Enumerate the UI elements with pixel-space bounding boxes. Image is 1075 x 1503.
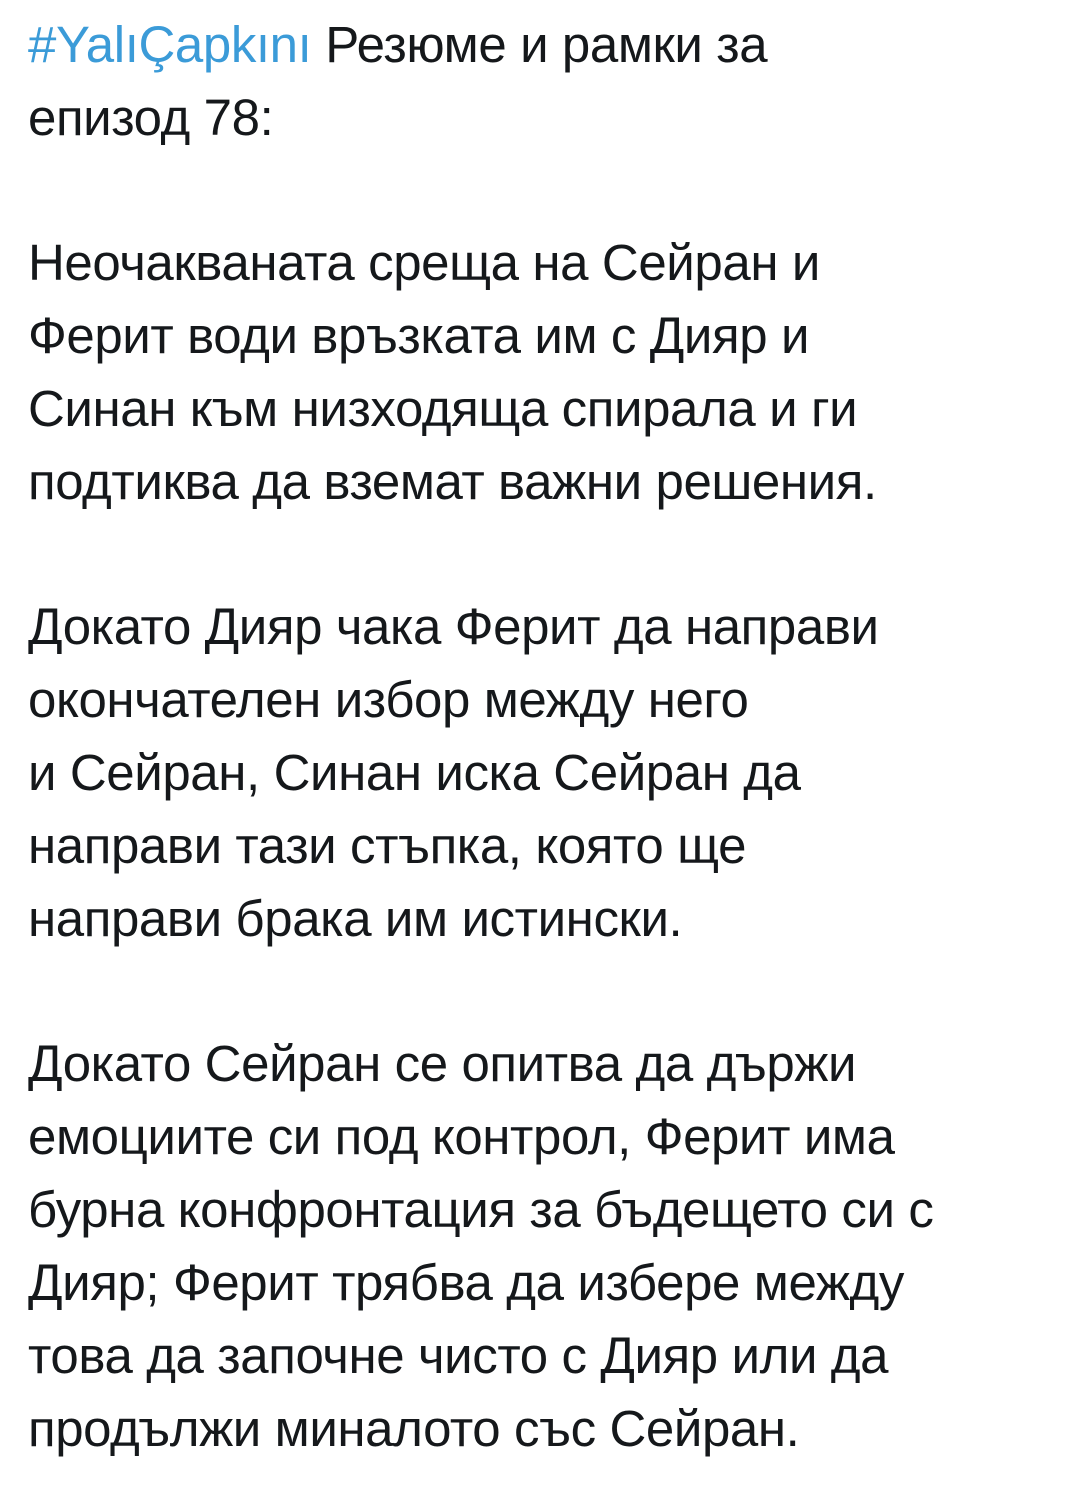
paragraph-line: и Сейран, Синан иска Сейран да xyxy=(28,744,801,801)
paragraph-line: емоциите си под контрол, Ферит има xyxy=(28,1108,895,1165)
paragraph-2 xyxy=(28,590,1057,955)
paragraph-line: Докато Сейран се опитва да държи xyxy=(28,1035,857,1092)
paragraph-line: бурна конфронтация за бъдещето си с xyxy=(28,1181,934,1238)
paragraph-line: това да започне чисто с Дияр или да xyxy=(28,1327,889,1384)
post-title-line-2: епизод 78: xyxy=(28,89,274,146)
paragraph-line: направи брака им истински. xyxy=(28,890,683,947)
paragraph-line: окончателен избор между него xyxy=(28,671,749,728)
post-title xyxy=(28,8,1057,154)
hashtag-link[interactable]: #YalıÇapkını xyxy=(28,16,312,73)
post-title-line-1 xyxy=(28,8,1057,81)
paragraph-3 xyxy=(28,1027,1057,1465)
paragraph-1 xyxy=(28,226,1057,518)
paragraph-line: Ферит води връзката им с Дияр и xyxy=(28,307,810,364)
paragraph-line: направи тази стъпка, която ще xyxy=(28,817,747,874)
post-title-text: Резюме и рамки за xyxy=(311,16,768,73)
paragraph-line: Дияр; Ферит трябва да избере между xyxy=(28,1254,905,1311)
paragraph-line: Неочакваната среща на Сейран и xyxy=(28,234,820,291)
paragraph-line: Синан към низходяща спирала и ги xyxy=(28,380,858,437)
paragraph-line: Докато Дияр чака Ферит да направи xyxy=(28,598,879,655)
paragraph-line: подтиква да вземат важни решения. xyxy=(28,453,877,510)
paragraph-line: продължи миналото със Сейран. xyxy=(28,1400,800,1457)
